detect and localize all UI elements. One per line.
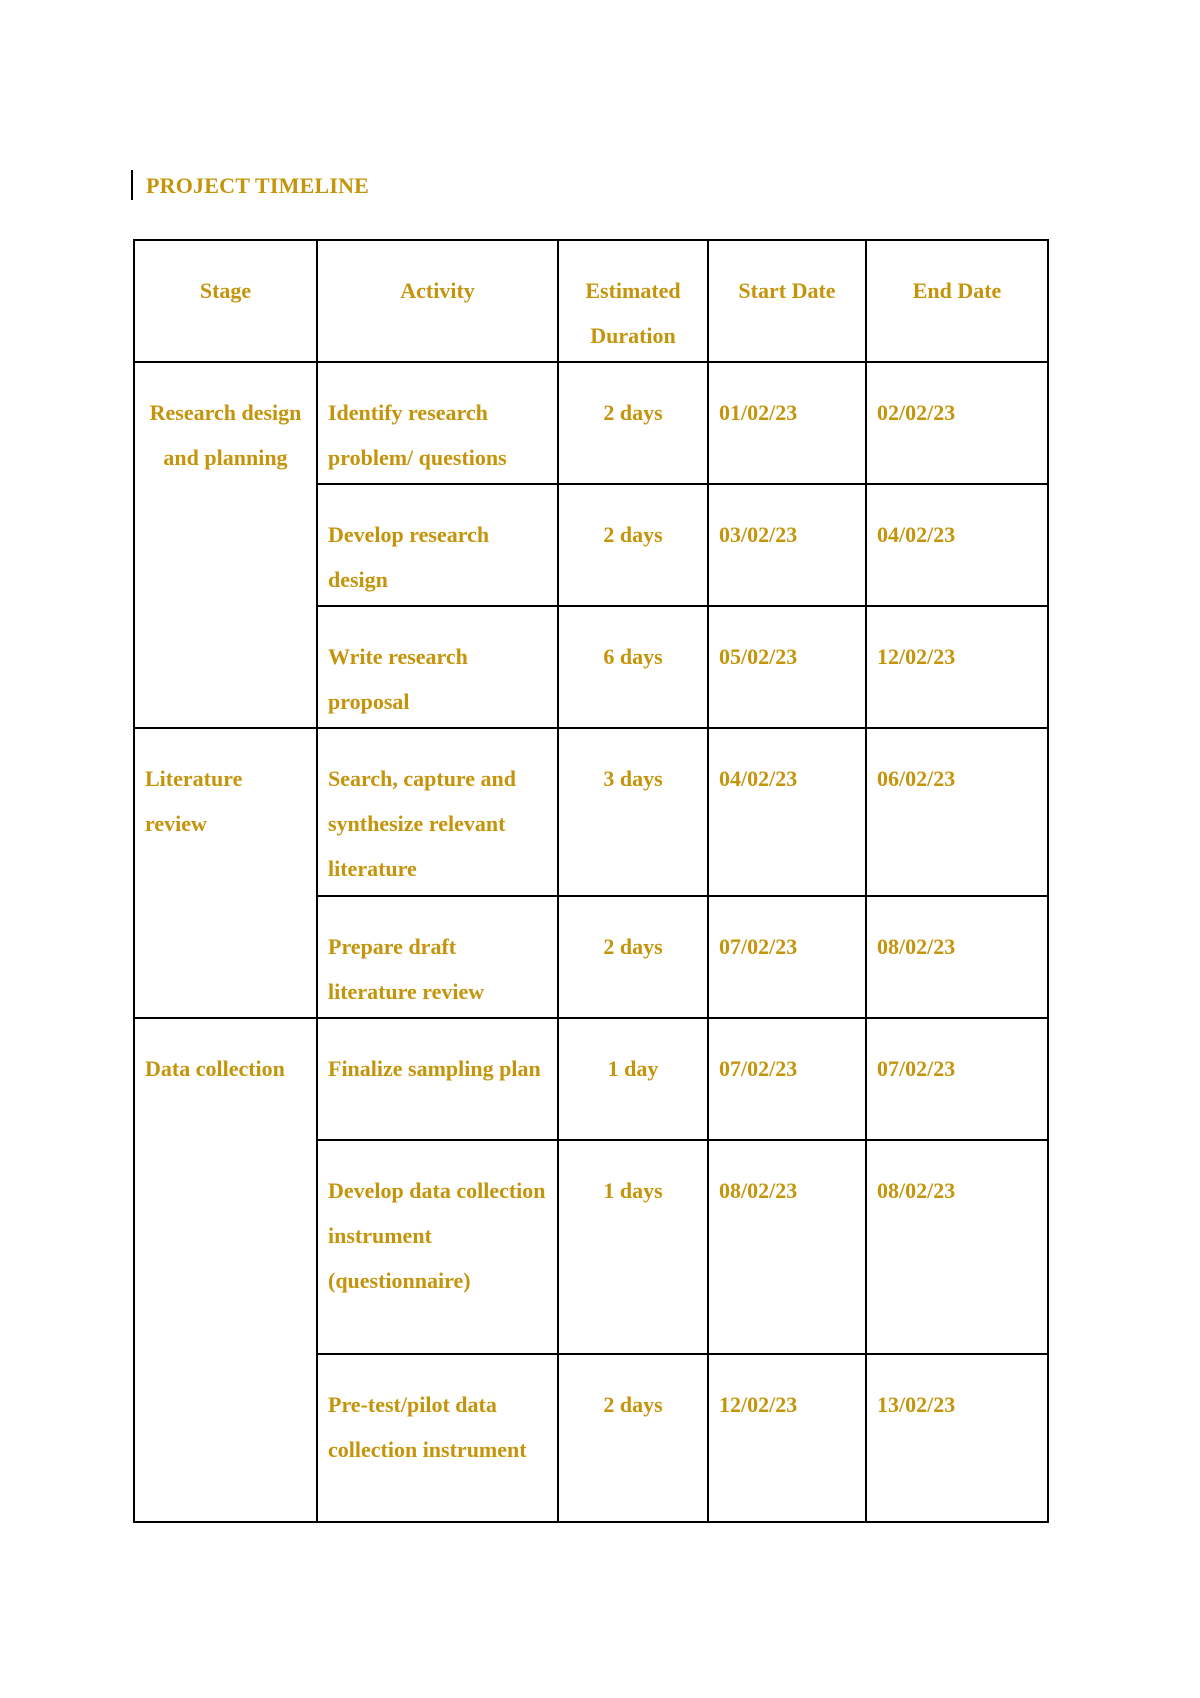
page-title: PROJECT TIMELINE	[146, 173, 370, 198]
end-date-cell: 12/02/23	[866, 606, 1048, 728]
timeline-table	[133, 239, 1049, 1523]
start-date-cell: 07/02/23	[708, 1018, 866, 1140]
end-date-cell: 07/02/23	[866, 1018, 1048, 1140]
start-date-cell: 01/02/23	[708, 362, 866, 484]
header-end-date: End Date	[866, 240, 1048, 362]
duration-cell: 2 days	[558, 362, 708, 484]
start-date-cell: 07/02/23	[708, 896, 866, 1018]
duration-cell: 6 days	[558, 606, 708, 728]
stage-cell: Literature review	[134, 728, 317, 1018]
duration-cell: 2 days	[558, 1354, 708, 1522]
start-date-cell: 08/02/23	[708, 1140, 866, 1354]
header-row	[134, 240, 1048, 362]
activity-cell: Pre-test/pilot data collection instrument	[317, 1354, 558, 1522]
activity-cell: Develop data collection instrument (questionnaire)	[317, 1140, 558, 1354]
start-date-cell: 04/02/23	[708, 728, 866, 896]
table-row	[134, 728, 1048, 896]
activity-cell: Search, capture and synthesize relevant literature	[317, 728, 558, 896]
end-date-cell: 08/02/23	[866, 1140, 1048, 1354]
stage-cell: Research design and planning	[134, 362, 317, 728]
start-date-cell: 05/02/23	[708, 606, 866, 728]
header-duration: Estimated Duration	[558, 240, 708, 362]
text-cursor	[131, 170, 133, 200]
activity-cell: Finalize sampling plan	[317, 1018, 558, 1140]
end-date-cell: 08/02/23	[866, 896, 1048, 1018]
activity-cell: Write research proposal	[317, 606, 558, 728]
end-date-cell: 04/02/23	[866, 484, 1048, 606]
duration-cell: 2 days	[558, 484, 708, 606]
end-date-cell: 06/02/23	[866, 728, 1048, 896]
header-activity: Activity	[317, 240, 558, 362]
table-row	[134, 1018, 1048, 1140]
duration-cell: 1 day	[558, 1018, 708, 1140]
activity-cell: Identify research problem/ questions	[317, 362, 558, 484]
start-date-cell: 12/02/23	[708, 1354, 866, 1522]
header-stage: Stage	[134, 240, 317, 362]
duration-cell: 1 days	[558, 1140, 708, 1354]
activity-cell: Develop research design	[317, 484, 558, 606]
end-date-cell: 13/02/23	[866, 1354, 1048, 1522]
table-row	[134, 362, 1048, 484]
end-date-cell: 02/02/23	[866, 362, 1048, 484]
stage-cell: Data collection	[134, 1018, 317, 1522]
start-date-cell: 03/02/23	[708, 484, 866, 606]
duration-cell: 2 days	[558, 896, 708, 1018]
header-start-date: Start Date	[708, 240, 866, 362]
duration-cell: 3 days	[558, 728, 708, 896]
activity-cell: Prepare draft literature review	[317, 896, 558, 1018]
